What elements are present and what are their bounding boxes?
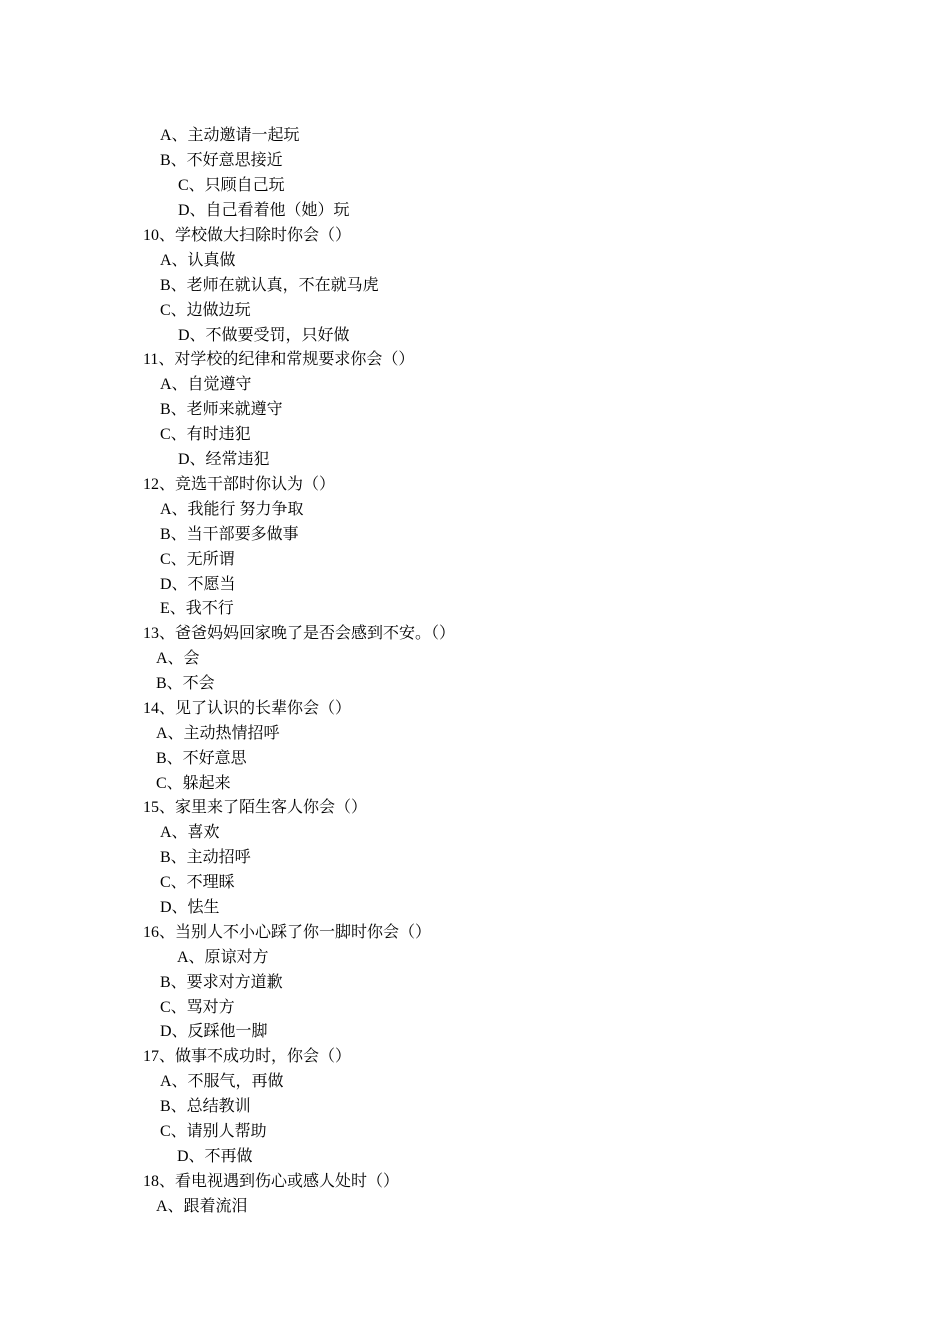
option-line: B、不好意思接近 — [160, 152, 283, 169]
question-line: 10、学校做大扫除时你会（） — [143, 227, 352, 244]
option-line: C、边做边玩 — [160, 302, 251, 319]
option-line: C、无所谓 — [160, 551, 235, 568]
question-line: 15、家里来了陌生客人你会（） — [143, 799, 368, 816]
option-line: B、老师来就遵守 — [160, 401, 283, 418]
option-line: C、躲起来 — [156, 775, 231, 792]
option-line: E、我不行 — [160, 600, 234, 617]
option-line: A、喜欢 — [160, 824, 220, 841]
question-line: 18、看电视遇到伤心或感人处时（） — [143, 1173, 400, 1190]
option-line: C、只顾自己玩 — [178, 177, 285, 194]
option-line: B、总结教训 — [160, 1098, 251, 1115]
option-line: A、会 — [156, 650, 200, 667]
option-line: A、认真做 — [160, 252, 236, 269]
option-line: C、请别人帮助 — [160, 1123, 267, 1140]
option-line: D、不愿当 — [160, 576, 236, 593]
option-line: A、主动热情招呼 — [156, 725, 280, 742]
question-line: 12、竞选干部时你认为（） — [143, 476, 336, 493]
option-line: A、自觉遵守 — [160, 376, 252, 393]
option-line: B、要求对方道歉 — [160, 974, 283, 991]
option-line: A、原谅对方 — [177, 949, 269, 966]
option-line: B、主动招呼 — [160, 849, 251, 866]
option-line: B、不好意思 — [156, 750, 247, 767]
option-line: B、不会 — [156, 675, 215, 692]
option-line: B、老师在就认真，不在就马虎 — [160, 277, 379, 294]
option-line: D、不做要受罚，只好做 — [178, 327, 350, 344]
option-line: A、不服气，再做 — [160, 1073, 284, 1090]
question-line: 17、做事不成功时，你会（） — [143, 1048, 352, 1065]
question-line: 14、见了认识的长辈你会（） — [143, 700, 352, 717]
option-line: D、经常违犯 — [178, 451, 270, 468]
option-line: C、不理睬 — [160, 874, 235, 891]
option-line: D、反踩他一脚 — [160, 1023, 268, 1040]
option-line: D、自己看着他（她）玩 — [178, 202, 350, 219]
option-line: D、怯生 — [160, 899, 220, 916]
option-line: B、当干部要多做事 — [160, 526, 299, 543]
question-line: 11、对学校的纪律和常规要求你会（） — [143, 351, 415, 368]
question-line: 16、当别人不小心踩了你一脚时你会（） — [143, 924, 432, 941]
option-line: C、有时违犯 — [160, 426, 251, 443]
option-line: A、主动邀请一起玩 — [160, 127, 300, 144]
option-line: A、我能行 努力争取 — [160, 501, 304, 518]
question-line: 13、爸爸妈妈回家晚了是否会感到不安。（） — [143, 625, 456, 642]
option-line: D、不再做 — [177, 1148, 253, 1165]
option-line: A、跟着流泪 — [156, 1198, 248, 1215]
option-line: C、骂对方 — [160, 999, 235, 1016]
